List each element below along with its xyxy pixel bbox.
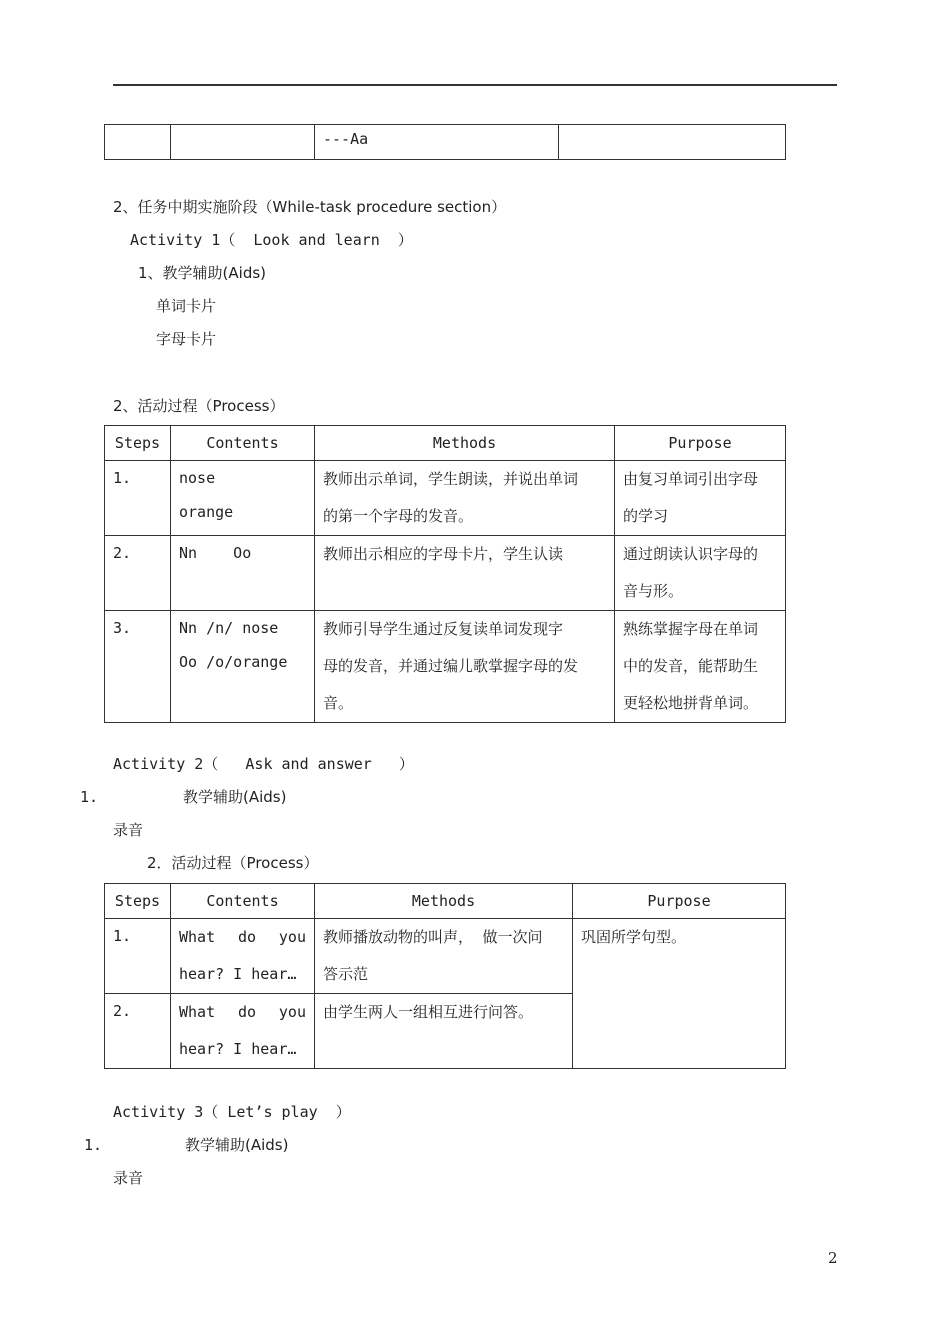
methods-line: 母的发音，并通过编儿歌掌握字母的发	[323, 657, 579, 675]
purpose-cell: 巩固所学句型。	[573, 919, 786, 1069]
contents-word: What	[179, 1003, 216, 1021]
methods-line: 的第一个字母的发音。	[323, 507, 474, 525]
contents-word: you	[278, 1003, 306, 1021]
purpose-cell	[615, 461, 786, 536]
step-cell: 2.	[105, 994, 171, 1069]
purpose-line: 更轻松地拼背单词。	[623, 694, 759, 712]
top-table-cell	[105, 125, 171, 160]
purpose-line: 的学习	[623, 507, 669, 525]
purpose-line: 熟练掌握字母在单词	[623, 620, 759, 638]
col-header-steps: Steps	[105, 884, 171, 919]
activity1-table	[104, 425, 786, 723]
activity2-aids-heading: 教学辅助(Aids)	[183, 788, 287, 806]
header-rule	[113, 84, 837, 86]
col-header-methods: Methods	[315, 884, 573, 919]
contents-line	[179, 919, 306, 956]
methods-line: 教师播放动物的叫声， 做一次问	[323, 928, 543, 946]
contents-word: you	[278, 928, 306, 946]
col-header-steps: Steps	[105, 426, 171, 461]
activity2-aids-number: 1.	[80, 788, 99, 806]
activity2-title: Activity 2（ Ask and answer ）	[113, 755, 414, 773]
methods-cell	[315, 536, 615, 611]
activity3-aids-heading: 教学辅助(Aids)	[185, 1136, 289, 1154]
methods-line: 由学生两人一组相互进行问答。	[323, 1003, 534, 1021]
col-header-contents: Contents	[171, 426, 315, 461]
contents-word: do	[237, 928, 257, 946]
purpose-line: 由复习单词引出字母	[623, 470, 759, 488]
col-header-contents: Contents	[171, 884, 315, 919]
activity2-process-heading: 2．活动过程（Process）	[147, 854, 319, 872]
contents-line	[179, 994, 306, 1031]
contents-cell	[171, 536, 315, 611]
top-table-cell	[559, 125, 786, 160]
page-number: 2	[828, 1249, 838, 1267]
contents-line: hear? I hear…	[179, 1040, 297, 1058]
contents-line: Nn Oo	[179, 544, 252, 562]
methods-cell	[315, 461, 615, 536]
purpose-line: 通过朗读认识字母的	[623, 545, 759, 563]
col-header-purpose: Purpose	[573, 884, 786, 919]
methods-cell	[315, 994, 573, 1069]
methods-line: 教师引导学生通过反复读单词发现字	[323, 620, 564, 638]
contents-cell	[171, 919, 315, 994]
contents-word: What	[179, 928, 216, 946]
activity3-title: Activity 3（ Let’s play ）	[113, 1103, 351, 1121]
purpose-line: 中的发音，能帮助生	[623, 657, 759, 675]
activity3-aids-number: 1.	[84, 1136, 103, 1154]
methods-line: 教师出示单词，学生朗读，并说出单词	[323, 470, 579, 488]
top-table	[104, 124, 786, 160]
contents-cell	[171, 611, 315, 723]
activity1-process-heading: 2、活动过程（Process）	[113, 397, 285, 415]
methods-line: 音。	[323, 694, 354, 712]
activity1-title: Activity 1（ Look and learn ）	[130, 231, 413, 249]
contents-line: Oo /o/orange	[179, 653, 288, 671]
top-table-cell: ---Aa	[315, 125, 559, 160]
col-header-purpose: Purpose	[615, 426, 786, 461]
contents-line: nose	[179, 469, 216, 487]
contents-line: Nn /n/ nose	[179, 619, 279, 637]
methods-line: 教师出示相应的字母卡片，学生认读	[323, 545, 564, 563]
contents-word: do	[237, 1003, 257, 1021]
methods-cell	[315, 919, 573, 994]
aid-item: 单词卡片	[156, 297, 217, 315]
purpose-cell	[615, 611, 786, 723]
aid-item: 字母卡片	[156, 330, 217, 348]
purpose-line: 音与形。	[623, 582, 684, 600]
step-cell: 3.	[105, 611, 171, 723]
methods-cell	[315, 611, 615, 723]
contents-cell	[171, 461, 315, 536]
aid-item: 录音	[113, 1169, 144, 1187]
step-cell: 1.	[105, 461, 171, 536]
contents-line: hear? I hear…	[179, 965, 297, 983]
purpose-cell	[615, 536, 786, 611]
col-header-methods: Methods	[315, 426, 615, 461]
top-table-cell	[171, 125, 315, 160]
contents-line: orange	[179, 503, 234, 521]
aid-item: 录音	[113, 821, 144, 839]
activity1-aids-heading: 1、教学辅助(Aids)	[138, 264, 267, 282]
methods-line: 答示范	[323, 965, 369, 983]
step-cell: 2.	[105, 536, 171, 611]
section-heading: 2、任务中期实施阶段（While-task procedure section）	[113, 198, 507, 216]
contents-cell	[171, 994, 315, 1069]
activity2-table	[104, 883, 786, 1069]
step-cell: 1.	[105, 919, 171, 994]
